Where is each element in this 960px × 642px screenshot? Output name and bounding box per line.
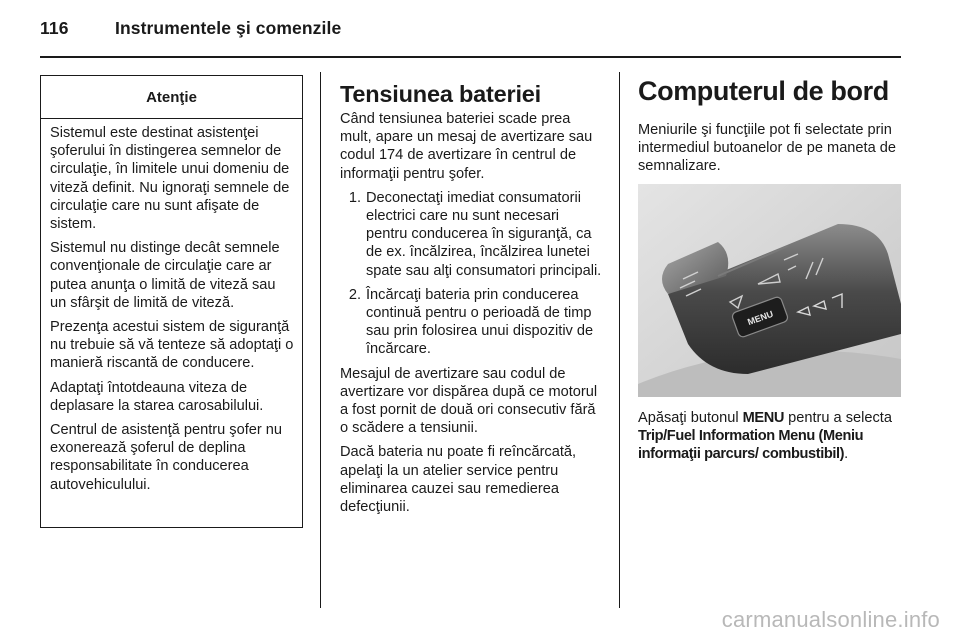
step-number: 1. — [348, 189, 361, 206]
instruction-text: . — [844, 446, 849, 463]
battery-steps-list — [340, 189, 602, 359]
warning-box — [40, 75, 303, 528]
step-number: 2. — [348, 286, 361, 303]
trip-fuel-menu-name: Trip/Fuel Information Menu (Meniu informaţii parcurs/ combustibil) — [638, 428, 864, 463]
warning-paragraph: Sistemul nu distinge decât semnele convenţionale de circulaţie care ar putea anunţa o limită de viteză sau un sfârşit de limită de viteză. — [50, 240, 280, 311]
board-computer-intro: Meniurile şi funcţiile pot fi selectate prin intermediul butoanelor de pe maneta de semnalizare. — [638, 122, 896, 175]
menu-button-label: MENU — [746, 308, 775, 328]
column-divider-left — [320, 72, 321, 608]
turn-signal-lever-photo — [638, 184, 901, 397]
column-divider-right — [619, 72, 620, 608]
menu-button-name: MENU — [742, 410, 785, 426]
instruction-text: pentru a selecta — [784, 410, 892, 426]
watermark: carmanualsonline.info — [721, 607, 940, 632]
battery-section-title: Tensiunea bateriei — [340, 81, 542, 107]
instruction-text: Apăsaţi butonul — [638, 410, 743, 426]
warning-paragraph: Sistemul este destinat asistenţei şoferului în distingerea semnelor de circulaţie, în limitele unui domeniu de viteză definit. Nu ignoraţi semnele de circulaţie care nu sunt afişate de sistem. — [50, 125, 290, 233]
board-computer-section — [638, 75, 902, 176]
list-item — [340, 189, 602, 280]
warning-paragraph: Adaptaţi întotdeauna viteza de deplasare la starea carosabilului. — [50, 379, 264, 414]
step-text: Deconectaţi imediat consumatorii electrici care nu sunt necesari pentru conducerea în siguranţă, ca de ex. încălzirea, încălzirea lunetei spate sau alţi consumatori principali. — [366, 189, 602, 279]
battery-section — [340, 80, 602, 522]
warning-body — [41, 119, 302, 494]
page-header — [40, 18, 341, 39]
battery-paragraph: Dacă bateria nu poate fi reîncărcată, apelaţi la un atelier service pentru eliminarea cauzei sau remedierea defecţiunii. — [340, 444, 577, 516]
page-number: 116 — [40, 18, 69, 38]
battery-paragraph: Mesajul de avertizare sau codul de avertizare vor dispărea după ce motorul a fost pornit de două ori consecutiv fără o scădere a tensiunii. — [340, 365, 598, 437]
list-item — [340, 286, 602, 359]
warning-paragraph: Centrul de asistenţă pentru şofer nu exonerează şoferul de deplina responsabilitate în conducerea autovehiculului. — [50, 422, 283, 493]
menu-instruction — [638, 409, 902, 464]
warning-paragraph: Prezenţa acestui sistem de siguranţă nu trebuie să vă tenteze să adoptaţi o manieră riscantă de conducere. — [50, 319, 294, 372]
header-divider — [40, 56, 901, 58]
warning-title: Atenţie — [41, 76, 302, 119]
step-text: Încărcaţi bateria prin conducerea continuă pentru o perioadă de timp sau prin folosirea unui dispozitiv de încărcare. — [366, 286, 594, 358]
chapter-title: Instrumentele şi comenzile — [115, 18, 342, 38]
battery-intro: Când tensiunea bateriei scade prea mult, apare un mesaj de avertizare sau codul 174 de avertizare în centrul de informaţii pentru şofer. — [340, 111, 593, 182]
board-computer-title: Computerul de bord — [638, 76, 889, 106]
